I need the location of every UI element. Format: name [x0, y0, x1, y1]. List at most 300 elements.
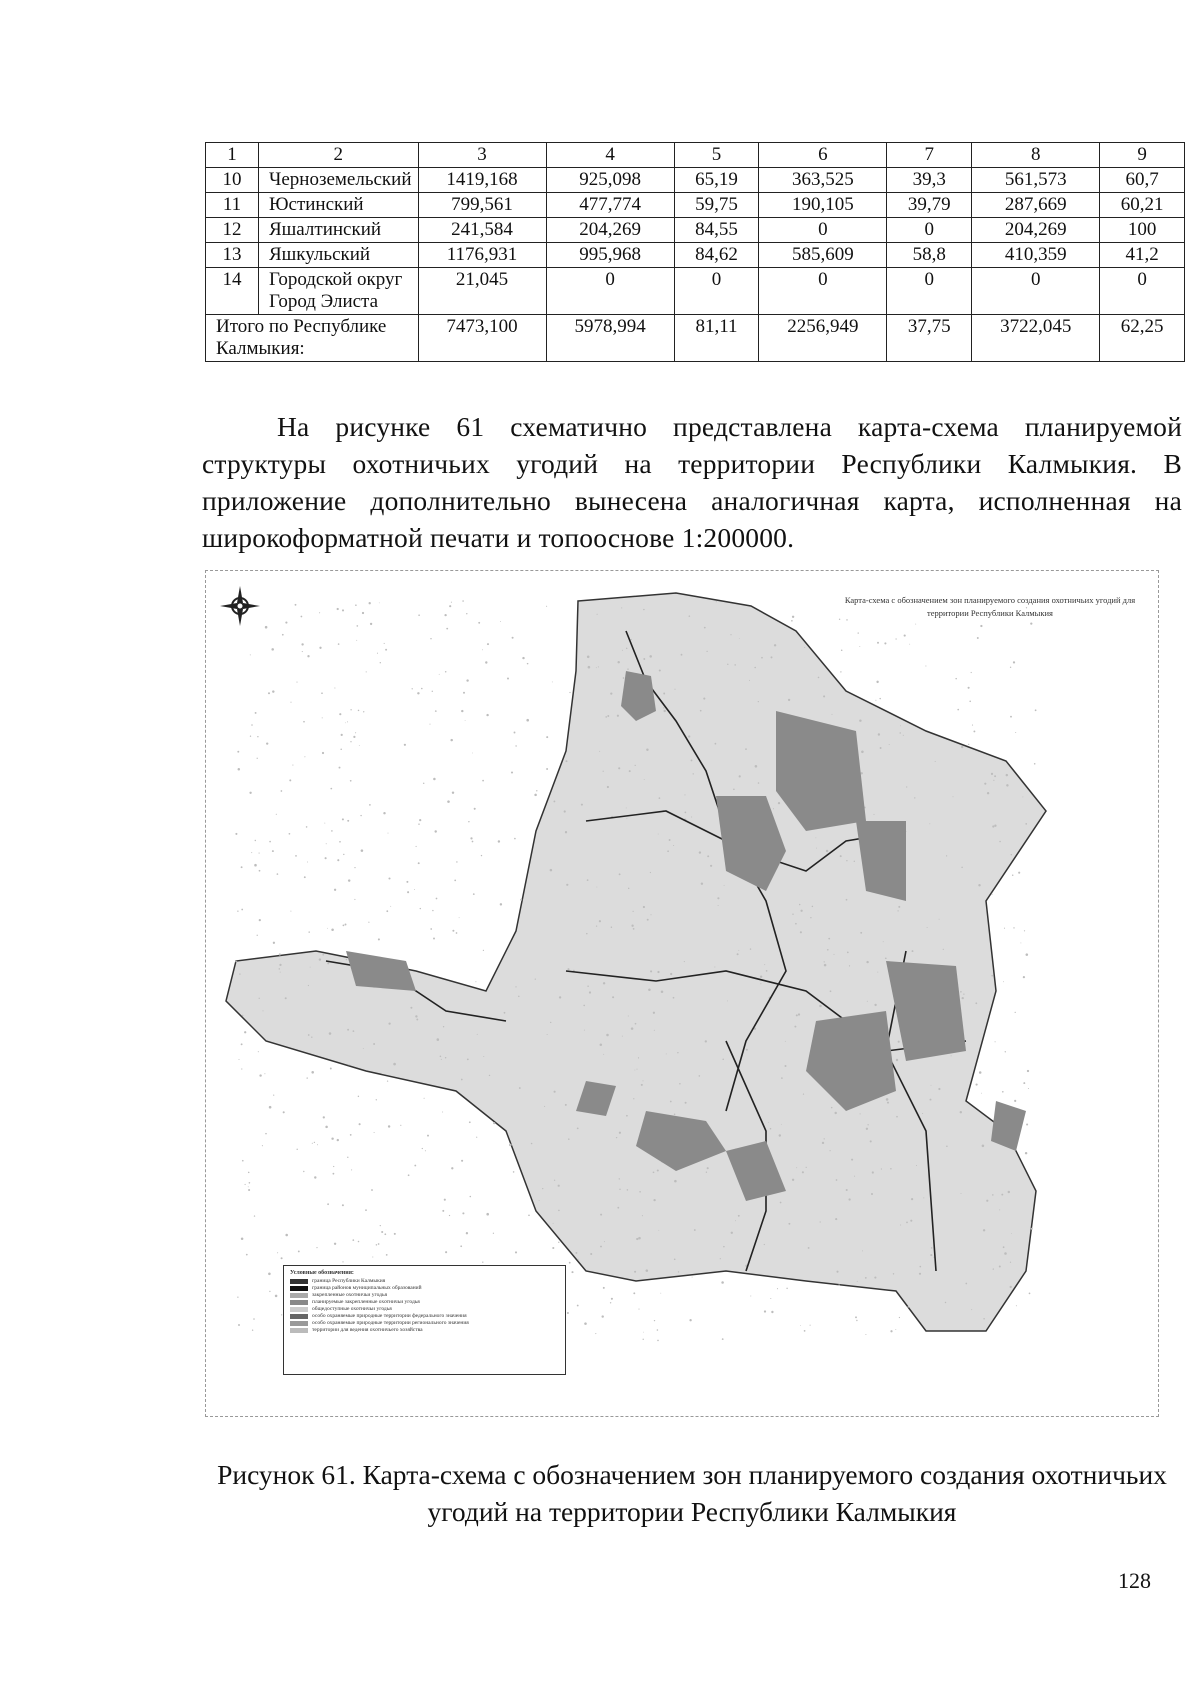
speckle-dot	[623, 677, 625, 679]
speckle-dot	[716, 601, 717, 602]
speckle-dot	[308, 985, 309, 986]
map-legend	[283, 1265, 566, 1375]
speckle-dot	[520, 899, 522, 901]
speckle-dot	[830, 990, 832, 992]
speckle-dot	[633, 1292, 635, 1294]
speckle-dot	[334, 1243, 336, 1245]
speckle-dot	[865, 1277, 867, 1279]
speckle-dot	[627, 1189, 629, 1191]
speckle-dot	[701, 882, 703, 884]
speckle-dot	[846, 899, 848, 901]
speckle-dot	[417, 692, 419, 694]
legend-item	[290, 1313, 559, 1320]
speckle-dot	[352, 1239, 354, 1241]
speckle-dot	[1003, 981, 1004, 982]
speckle-dot	[991, 894, 992, 895]
speckle-dot	[721, 1281, 724, 1284]
speckle-dot	[507, 677, 509, 679]
speckle-dot	[669, 839, 671, 841]
speckle-dot	[689, 615, 691, 617]
speckle-dot	[473, 893, 475, 895]
speckle-dot	[915, 624, 916, 625]
value-cell: 1176,931	[418, 243, 546, 268]
speckle-dot	[386, 1254, 388, 1256]
value-cell: 190,105	[759, 193, 887, 218]
speckle-dot	[370, 623, 372, 625]
legend-label: особо охраняемые природные территории федерального значения	[312, 1313, 467, 1319]
speckle-dot	[483, 950, 484, 951]
speckle-dot	[654, 1030, 655, 1031]
speckle-dot	[343, 925, 345, 927]
speckle-dot	[342, 818, 344, 820]
speckle-dot	[418, 823, 420, 825]
speckle-dot	[295, 604, 297, 606]
speckle-dot	[475, 981, 476, 982]
speckle-dot	[301, 643, 303, 645]
speckle-dot	[311, 1071, 314, 1074]
speckle-dot	[607, 715, 609, 717]
speckle-dot	[653, 1171, 655, 1173]
speckle-dot	[650, 914, 651, 915]
speckle-dot	[432, 910, 433, 911]
speckle-dot	[504, 1012, 506, 1014]
speckle-dot	[810, 917, 811, 918]
speckle-dot	[1014, 1100, 1016, 1102]
speckle-dot	[369, 602, 371, 604]
speckle-dot	[946, 1145, 948, 1147]
speckle-dot	[511, 771, 513, 773]
value-cell: 84,62	[674, 243, 759, 268]
speckle-dot	[746, 1049, 748, 1051]
speckle-dot	[634, 1070, 635, 1071]
speckle-dot	[348, 879, 350, 881]
speckle-dot	[795, 923, 797, 925]
speckle-dot	[282, 634, 284, 636]
speckle-dot	[739, 775, 741, 777]
speckle-dot	[951, 1055, 952, 1056]
speckle-dot	[262, 1010, 263, 1011]
speckle-dot	[477, 1034, 478, 1035]
speckle-dot	[272, 850, 274, 852]
speckle-dot	[727, 1000, 728, 1001]
speckle-dot	[249, 792, 251, 794]
speckle-dot	[241, 1043, 243, 1045]
speckle-dot	[388, 877, 390, 879]
speckle-dot	[992, 1194, 994, 1196]
speckle-dot	[666, 1053, 667, 1054]
speckle-dot	[301, 616, 303, 618]
speckle-dot	[388, 1022, 390, 1024]
speckle-dot	[600, 1044, 603, 1047]
speckle-dot	[596, 887, 597, 888]
speckle-dot	[394, 1233, 396, 1235]
speckle-dot	[710, 865, 712, 867]
speckle-dot	[535, 978, 536, 979]
speckle-dot	[1002, 1091, 1004, 1093]
speckle-dot	[1029, 1293, 1031, 1295]
speckle-dot	[999, 841, 1001, 843]
speckle-dot	[619, 1189, 620, 1190]
speckle-dot	[422, 1148, 423, 1149]
speckle-dot	[960, 991, 962, 993]
value-cell: 60,7	[1100, 168, 1185, 193]
speckle-dot	[670, 1101, 672, 1103]
value-cell: 0	[1100, 268, 1185, 315]
speckle-dot	[536, 790, 537, 791]
speckle-dot	[325, 857, 327, 859]
speckle-dot	[764, 1310, 766, 1312]
speckle-dot	[354, 899, 355, 900]
speckle-dot	[796, 1167, 797, 1168]
speckle-dot	[691, 759, 693, 761]
speckle-dot	[355, 732, 356, 733]
speckle-dot	[388, 833, 389, 834]
speckle-dot	[381, 1231, 383, 1233]
speckle-dot	[992, 825, 994, 827]
speckle-dot	[472, 841, 474, 843]
speckle-dot	[296, 1149, 297, 1150]
speckle-dot	[546, 736, 548, 738]
district-name-cell: Юстинский	[259, 193, 419, 218]
speckle-dot	[919, 1273, 921, 1275]
speckle-dot	[938, 1088, 940, 1090]
speckle-dot	[276, 814, 277, 815]
table-header-cell: 5	[674, 143, 759, 168]
speckle-dot	[987, 792, 989, 794]
value-cell: 0	[887, 268, 972, 315]
speckle-dot	[325, 1126, 328, 1129]
value-cell: 0	[546, 268, 674, 315]
speckle-dot	[469, 1121, 471, 1123]
speckle-dot	[547, 1034, 548, 1035]
speckle-dot	[361, 849, 364, 852]
speckle-dot	[452, 791, 454, 793]
speckle-dot	[462, 1212, 464, 1214]
speckle-dot	[628, 888, 629, 889]
table-row	[206, 243, 1185, 268]
total-value-cell: 37,75	[887, 315, 972, 362]
speckle-dot	[906, 786, 907, 787]
speckle-dot	[722, 1058, 724, 1060]
speckle-dot	[317, 1144, 318, 1145]
speckle-dot	[824, 961, 825, 962]
speckle-dot	[449, 605, 451, 607]
speckle-dot	[359, 745, 360, 746]
speckle-dot	[586, 933, 588, 935]
speckle-dot	[302, 651, 303, 652]
speckle-dot	[482, 1262, 483, 1263]
speckle-dot	[546, 606, 547, 607]
speckle-dot	[854, 861, 855, 862]
speckle-dot	[514, 838, 516, 840]
speckle-dot	[975, 1002, 977, 1004]
speckle-dot	[886, 1098, 889, 1101]
speckle-dot	[1024, 930, 1025, 931]
speckle-dot	[584, 1030, 585, 1031]
speckle-dot	[238, 1324, 240, 1326]
speckle-dot	[1023, 1082, 1025, 1084]
speckle-dot	[423, 783, 424, 784]
speckle-dot	[957, 709, 959, 711]
speckle-dot	[456, 932, 458, 934]
legend-swatch	[290, 1314, 308, 1319]
speckle-dot	[737, 953, 739, 955]
speckle-dot	[980, 625, 982, 627]
speckle-dot	[248, 1186, 249, 1187]
speckle-dot	[486, 714, 488, 716]
speckle-dot	[815, 837, 816, 838]
district-name-cell: Черноземельский	[259, 168, 419, 193]
speckle-dot	[500, 621, 501, 622]
speckle-dot	[304, 876, 306, 878]
speckle-dot	[272, 690, 274, 692]
speckle-dot	[257, 935, 258, 936]
speckle-dot	[310, 967, 311, 968]
speckle-dot	[337, 859, 339, 861]
speckle-dot	[1025, 1152, 1027, 1154]
speckle-dot	[909, 644, 910, 645]
total-value-cell: 81,11	[674, 315, 759, 362]
speckle-dot	[513, 1171, 515, 1173]
speckle-dot	[685, 812, 687, 814]
speckle-dot	[706, 651, 707, 652]
speckle-dot	[858, 632, 859, 633]
speckle-dot	[1026, 1123, 1028, 1125]
speckle-dot	[384, 643, 385, 644]
speckle-dot	[677, 1052, 678, 1053]
speckle-dot	[626, 648, 627, 649]
speckle-dot	[755, 765, 758, 768]
speckle-dot	[596, 925, 597, 926]
speckle-dot	[444, 1199, 446, 1201]
speckle-dot	[254, 1215, 255, 1216]
speckle-dot	[565, 831, 567, 833]
speckle-dot	[884, 642, 886, 644]
speckle-dot	[867, 1001, 868, 1002]
legend-label: закрепленные охотничьи угодья	[312, 1292, 388, 1298]
speckle-dot	[785, 1041, 786, 1042]
speckle-dot	[1012, 875, 1013, 876]
speckle-dot	[897, 910, 898, 911]
speckle-dot	[893, 1273, 894, 1274]
speckle-dot	[643, 609, 644, 610]
speckle-dot	[792, 913, 793, 914]
speckle-dot	[380, 662, 381, 663]
speckle-dot	[493, 1122, 495, 1124]
speckle-dot	[437, 1038, 440, 1041]
speckle-dot	[715, 743, 717, 745]
speckle-dot	[820, 1221, 821, 1222]
speckle-dot	[877, 972, 878, 973]
speckle-dot	[684, 961, 685, 962]
speckle-dot	[840, 855, 842, 857]
speckle-dot	[489, 1075, 490, 1076]
speckle-dot	[337, 1139, 339, 1141]
speckle-dot	[969, 701, 971, 703]
speckle-dot	[468, 821, 469, 822]
speckle-dot	[876, 681, 878, 683]
legend-swatch	[290, 1279, 308, 1284]
speckle-dot	[611, 926, 612, 927]
speckle-dot	[900, 1224, 901, 1225]
speckle-dot	[754, 667, 756, 669]
speckle-dot	[368, 922, 369, 923]
speckle-dot	[429, 724, 430, 725]
speckle-dot	[890, 1330, 892, 1332]
speckle-dot	[418, 862, 420, 864]
speckle-dot	[1023, 976, 1025, 978]
speckle-dot	[784, 1065, 786, 1067]
speckle-dot	[461, 710, 463, 712]
speckle-dot	[366, 671, 367, 672]
speckle-dot	[771, 656, 773, 658]
speckle-dot	[359, 1123, 361, 1125]
speckle-dot	[602, 1315, 604, 1317]
speckle-dot	[356, 625, 358, 627]
speckle-dot	[279, 964, 281, 966]
speckle-dot	[275, 1295, 278, 1298]
value-cell: 204,269	[546, 218, 674, 243]
speckle-dot	[764, 1244, 765, 1245]
speckle-dot	[254, 864, 257, 867]
speckle-dot	[983, 1318, 985, 1320]
speckle-dot	[590, 1253, 592, 1255]
speckle-dot	[803, 1093, 804, 1094]
speckle-dot	[898, 906, 900, 908]
speckle-dot	[1001, 1194, 1003, 1196]
speckle-dot	[991, 975, 993, 977]
value-cell: 100	[1100, 218, 1185, 243]
speckle-dot	[879, 698, 880, 699]
speckle-dot	[323, 1116, 325, 1118]
speckle-dot	[885, 957, 887, 959]
speckle-dot	[971, 1309, 972, 1310]
speckle-dot	[334, 889, 336, 891]
speckle-dot	[961, 1193, 962, 1194]
row-number-cell: 14	[206, 268, 259, 315]
total-value-cell: 3722,045	[972, 315, 1100, 362]
speckle-dot	[983, 1229, 985, 1231]
speckle-dot	[358, 710, 360, 712]
speckle-dot	[500, 903, 502, 905]
speckle-dot	[738, 1215, 740, 1217]
speckle-dot	[307, 862, 308, 863]
speckle-dot	[424, 1098, 425, 1099]
speckle-dot	[991, 773, 993, 775]
speckle-dot	[739, 638, 740, 639]
speckle-dot	[622, 1036, 623, 1037]
speckle-dot	[699, 851, 701, 853]
speckle-dot	[673, 845, 674, 846]
speckle-dot	[552, 681, 553, 682]
speckle-dot	[981, 1093, 982, 1094]
speckle-dot	[861, 751, 864, 754]
speckle-dot	[824, 964, 827, 967]
speckle-dot	[378, 1243, 380, 1245]
speckle-dot	[965, 1283, 967, 1285]
speckle-dot	[875, 700, 876, 701]
speckle-dot	[635, 1023, 637, 1025]
speckle-dot	[493, 1233, 494, 1234]
speckle-dot	[859, 719, 861, 721]
speckle-dot	[718, 905, 719, 906]
speckle-dot	[376, 1244, 377, 1245]
total-value-cell: 62,25	[1100, 315, 1185, 362]
speckle-dot	[1006, 774, 1008, 776]
speckle-dot	[673, 997, 675, 999]
speckle-dot	[600, 1246, 602, 1248]
speckle-dot	[786, 1288, 787, 1289]
speckle-dot	[657, 1169, 659, 1171]
speckle-dot	[292, 765, 293, 766]
speckle-dot	[239, 1059, 240, 1060]
speckle-dot	[1010, 716, 1012, 718]
speckle-dot	[353, 1030, 355, 1032]
speckle-dot	[445, 1057, 446, 1058]
legend-swatch	[290, 1321, 308, 1326]
speckle-dot	[1010, 1262, 1011, 1263]
speckle-dot	[546, 768, 548, 770]
speckle-dot	[955, 678, 957, 680]
value-cell: 0	[972, 268, 1100, 315]
speckle-dot	[290, 911, 291, 912]
speckle-dot	[1006, 784, 1008, 786]
speckle-dot	[264, 1073, 265, 1074]
speckle-dot	[961, 867, 962, 868]
speckle-dot	[1034, 763, 1036, 765]
value-cell: 204,269	[972, 218, 1100, 243]
speckle-dot	[840, 671, 841, 672]
speckle-dot	[830, 1150, 831, 1151]
speckle-dot	[832, 714, 833, 715]
speckle-dot	[603, 771, 604, 772]
speckle-dot	[685, 1102, 687, 1104]
data-table	[205, 142, 1185, 362]
speckle-dot	[846, 1189, 848, 1191]
value-cell: 799,561	[418, 193, 546, 218]
speckle-dot	[363, 711, 364, 712]
speckle-dot	[1025, 823, 1027, 825]
speckle-dot	[430, 928, 432, 930]
speckle-dot	[855, 1316, 857, 1318]
speckle-dot	[846, 860, 847, 861]
speckle-dot	[600, 1214, 602, 1216]
speckle-dot	[534, 794, 537, 797]
speckle-dot	[923, 1197, 924, 1198]
speckle-dot	[295, 855, 297, 857]
speckle-dot	[407, 891, 409, 893]
speckle-dot	[881, 1168, 882, 1169]
speckle-dot	[700, 710, 702, 712]
speckle-dot	[433, 778, 436, 781]
speckle-dot	[874, 1277, 876, 1279]
speckle-dot	[482, 649, 483, 650]
speckle-dot	[866, 1128, 868, 1130]
speckle-dot	[319, 647, 321, 649]
speckle-dot	[760, 983, 761, 984]
speckle-dot	[880, 747, 882, 749]
speckle-dot	[633, 1098, 634, 1099]
speckle-dot	[339, 713, 341, 715]
value-cell: 39,3	[887, 168, 972, 193]
speckle-dot	[239, 973, 240, 974]
speckle-dot	[657, 971, 659, 973]
speckle-dot	[633, 911, 634, 912]
speckle-dot	[849, 965, 850, 966]
speckle-dot	[451, 602, 452, 603]
speckle-dot	[681, 654, 683, 656]
speckle-dot	[419, 819, 421, 821]
